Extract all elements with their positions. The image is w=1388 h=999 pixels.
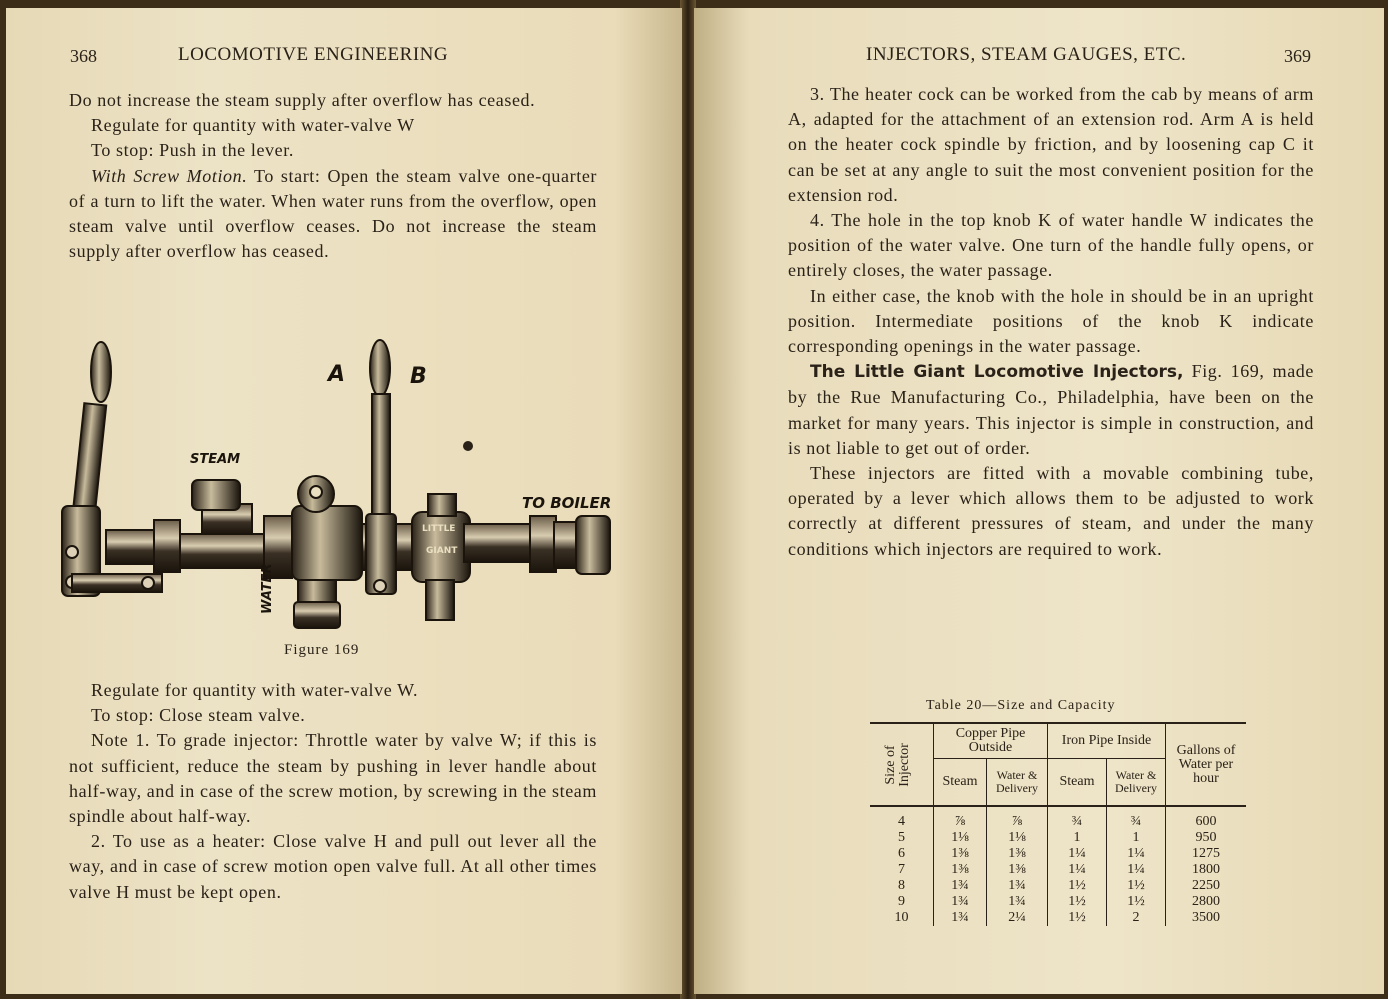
- ink-spot: [463, 441, 473, 451]
- table-cell: 1½: [1048, 910, 1107, 926]
- lever-b: [366, 340, 396, 594]
- table-cell: 1¼: [1048, 862, 1107, 878]
- sub-header-steam: Steam: [934, 759, 987, 807]
- table-cell: 1⅛: [987, 830, 1048, 846]
- label-b: B: [410, 364, 427, 389]
- table-cell: 10: [870, 910, 934, 926]
- paragraph: Regulate for quantity with water-valve W.: [91, 680, 419, 700]
- table-cell: 600: [1195, 814, 1217, 829]
- italic-run: With Screw Motion.: [91, 165, 248, 186]
- label-steam: STEAM: [190, 452, 241, 467]
- table-cell: 1¾: [934, 878, 987, 894]
- table-cell: 1¾: [934, 894, 987, 910]
- paragraph: Note 1. To grade injector: Throttle water by valve W; if this is not sufficient, reduce the steam by pushing in lever handle about half-way, and in case of the screw motion, by screwing in the steam spindle about half-way.: [69, 730, 597, 827]
- left-body-bottom: [69, 678, 597, 905]
- label-to-boiler: TO BOILER: [522, 494, 612, 512]
- table-cell: ¾: [1048, 814, 1107, 830]
- table-cell: 1½: [1107, 894, 1166, 910]
- label-a: A: [328, 362, 346, 387]
- table-cell: 1⅜: [934, 846, 987, 862]
- table-cell: 1275: [1192, 846, 1220, 861]
- table-cell: 9: [870, 894, 934, 910]
- running-head: INJECTORS, STEAM GAUGES, ETC.: [866, 44, 1187, 65]
- table-cell: 6: [870, 846, 934, 862]
- group-header-iron: Iron Pipe Inside: [1048, 723, 1166, 759]
- table-cell: 1¼: [1048, 846, 1107, 862]
- table-row: [870, 878, 1246, 894]
- size-capacity-table: [870, 722, 1246, 926]
- table-cell: ¾: [1107, 814, 1166, 830]
- text-run: Fig. 169, made by the Rue Manufacturing Co., Philadelphia, have been on the market for many years. This injector is simple in construction, and is not liable to get out of order.: [788, 361, 1314, 458]
- paragraph: To stop: Push in the lever.: [91, 140, 294, 161]
- table-cell: 950: [1195, 830, 1217, 845]
- bold-run: The Little Giant Locomotive Injectors,: [810, 362, 1184, 383]
- table-cell: 1¾: [987, 894, 1048, 910]
- table-cell: 1: [1107, 830, 1166, 846]
- left-body-top: [69, 88, 597, 264]
- paragraph: Regulate for quantity with water-valve W: [91, 115, 415, 136]
- table-cell: 7: [870, 862, 934, 878]
- label-water: WATER: [260, 563, 275, 614]
- table-row: [870, 894, 1246, 910]
- paragraph: 2. To use as a heater: Close valve H and pull out lever all the way, and in case of screw motion open valve full. At all other times valve H must be kept open.: [69, 831, 597, 902]
- table-row: [870, 814, 1246, 830]
- table-cell: 1800: [1192, 862, 1220, 877]
- table-cell: 1¼: [1107, 846, 1166, 862]
- paragraph: To stop: Close steam valve.: [91, 705, 306, 726]
- col-header-gallons: Gallons of Water per hour: [1166, 723, 1247, 806]
- table-body: [870, 806, 1246, 926]
- table-cell: 2800: [1192, 894, 1220, 909]
- table-cell: 1½: [1048, 894, 1107, 910]
- table-cell: 1: [1048, 830, 1107, 846]
- paragraph: Do not increase the steam supply after overflow has ceased.: [69, 90, 536, 110]
- table-cell: 4: [870, 814, 934, 830]
- table-cell: 1⅛: [934, 830, 987, 846]
- table-row: [870, 862, 1246, 878]
- table-cell: 1¾: [987, 878, 1048, 894]
- right-body: [788, 82, 1314, 562]
- table-cell: 1¾: [934, 910, 987, 926]
- label-little: LITTLE: [422, 524, 456, 534]
- paragraph: 4. The hole in the top knob K of water handle W indicates the position of the water valve. One turn of the handle fully opens, or entirely closes, the water passage.: [788, 210, 1314, 281]
- sub-header-water: Water & Delivery: [1107, 759, 1166, 807]
- table-cell: 8: [870, 878, 934, 894]
- running-head: LOCOMOTIVE ENGINEERING: [178, 44, 449, 65]
- table-cell: 1⅜: [987, 846, 1048, 862]
- table-row: [870, 830, 1246, 846]
- sub-header-water: Water & Delivery: [987, 759, 1048, 807]
- paragraph: 3. The heater cock can be worked from the cab by means of arm A, adapted for the attachment of an extension rod. Arm A is held on the heater cock spindle by friction, and by loosening cap C it can be set at any angle to suit the most convenient position for the extension rod.: [788, 84, 1314, 205]
- table-cell: ⅞: [987, 814, 1048, 830]
- page-number: 368: [70, 46, 97, 66]
- table-cell: 2250: [1192, 878, 1220, 893]
- table-cell: 3500: [1192, 910, 1220, 925]
- table-row: [870, 910, 1246, 926]
- group-header-copper: Copper Pipe Outside: [934, 723, 1048, 759]
- table-cell: 5: [870, 830, 934, 846]
- figure-caption: Figure 169: [284, 642, 360, 658]
- left-page: [6, 8, 682, 994]
- table-cell: ⅞: [934, 814, 987, 830]
- paragraph: [69, 164, 597, 265]
- injector-illustration: [54, 334, 634, 634]
- text-run: To start: Open the steam valve one-quarter of a turn to lift the water. When water runs from the overflow, open steam valve until overflow ceases. Do not increase the steam supply after overflow has ceased.: [69, 165, 597, 262]
- table-cell: 1⅜: [987, 862, 1048, 878]
- label-giant: GIANT: [426, 546, 458, 556]
- col-header-size-text: Size of Injector: [883, 742, 912, 787]
- table-row: [870, 846, 1246, 862]
- page-number: 369: [1284, 46, 1311, 66]
- table-cell: 1¼: [1107, 862, 1166, 878]
- table-cell: 1½: [1048, 878, 1107, 894]
- paragraph: [788, 359, 1314, 461]
- table-cell: 2: [1107, 910, 1166, 926]
- sub-header-steam: Steam: [1048, 759, 1107, 807]
- table-cell: 1⅜: [934, 862, 987, 878]
- right-page: [694, 8, 1384, 994]
- paragraph: In either case, the knob with the hole in should be in an upright position. Intermediate positions of the knob K indicate corresponding openings in the water passage.: [788, 285, 1314, 357]
- table-cell: 2¼: [987, 910, 1048, 926]
- table-title: Table 20—Size and Capacity: [926, 698, 1116, 713]
- col-header-size: [870, 723, 934, 806]
- paragraph: These injectors are fitted with a movable combining tube, operated by a lever which allows them to be adjusted to work correctly at different pressures of steam, and under the many conditions which injectors are required to work.: [788, 463, 1314, 559]
- table-cell: 1½: [1107, 878, 1166, 894]
